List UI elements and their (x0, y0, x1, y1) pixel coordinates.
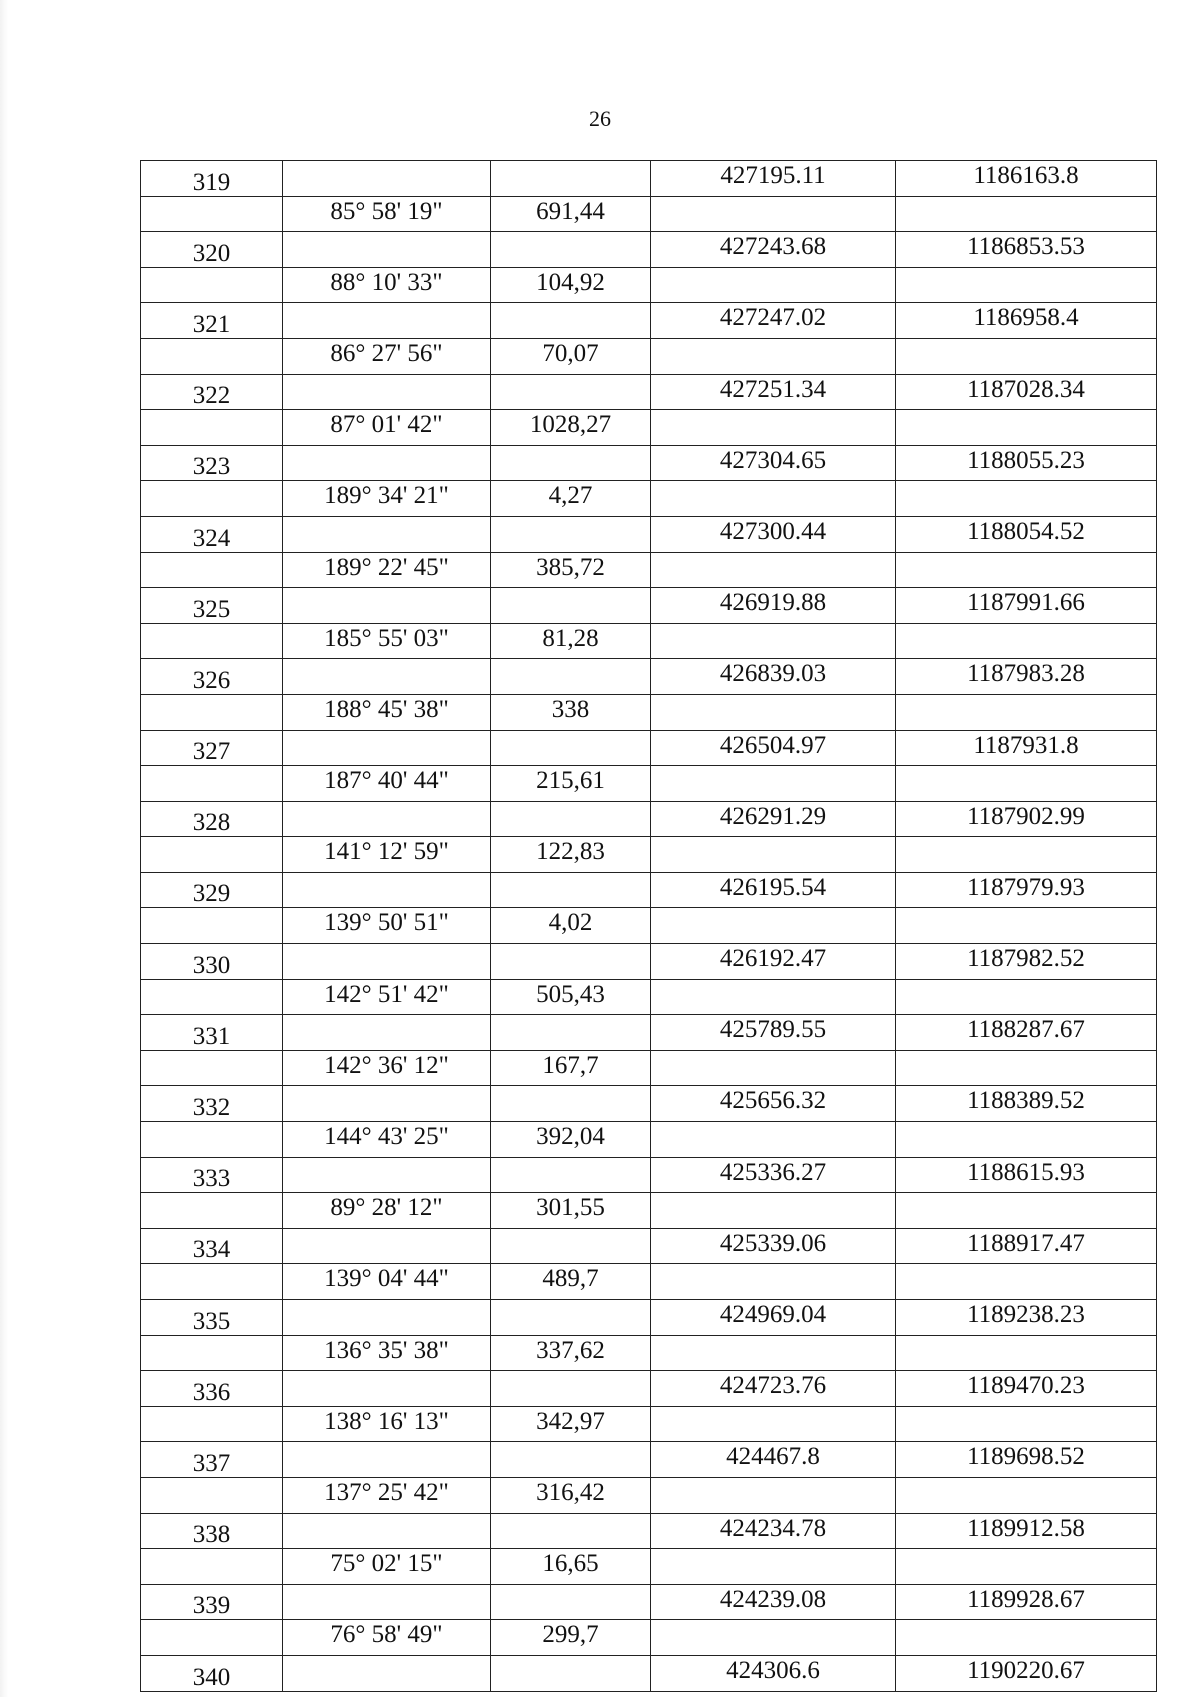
x-coordinate-cell: 427304.65 (651, 445, 896, 481)
y-coordinate-cell (896, 410, 1157, 446)
distance-cell: 1028,27 (491, 410, 651, 446)
distance-cell: 299,7 (491, 1620, 651, 1656)
x-coordinate-cell: 425339.06 (651, 1228, 896, 1264)
distance-cell (491, 1584, 651, 1620)
distance-cell (491, 1300, 651, 1336)
y-coordinate-cell: 1188054.52 (896, 516, 1157, 552)
distance-cell (491, 1228, 651, 1264)
direction-angle-cell: 136° 35' 38" (283, 1335, 491, 1371)
y-coordinate-cell: 1189912.58 (896, 1513, 1157, 1549)
segment-row (141, 1406, 1157, 1442)
segment-row (141, 694, 1157, 730)
point-row (141, 232, 1157, 268)
distance-cell: 4,02 (491, 908, 651, 944)
point-number-cell: 328 (141, 801, 283, 837)
point-number-cell: 327 (141, 730, 283, 766)
x-coordinate-cell: 426195.54 (651, 872, 896, 908)
distance-cell (491, 232, 651, 268)
distance-cell: 385,72 (491, 552, 651, 588)
direction-angle-cell: 185° 55' 03" (283, 623, 491, 659)
point-row (141, 1086, 1157, 1122)
segment-row (141, 1477, 1157, 1513)
direction-angle-cell (283, 1086, 491, 1122)
distance-cell (491, 730, 651, 766)
y-coordinate-cell (896, 1549, 1157, 1585)
y-coordinate-cell (896, 837, 1157, 873)
point-number-cell (141, 1264, 283, 1300)
y-coordinate-cell: 1189698.52 (896, 1442, 1157, 1478)
y-coordinate-cell (896, 1335, 1157, 1371)
point-number-cell (141, 1335, 283, 1371)
distance-cell (491, 1157, 651, 1193)
y-coordinate-cell: 1188287.67 (896, 1015, 1157, 1051)
direction-angle-cell (283, 374, 491, 410)
point-number-cell (141, 410, 283, 446)
point-number-cell: 322 (141, 374, 283, 410)
distance-cell (491, 1442, 651, 1478)
coordinates-table-body (141, 161, 1157, 1692)
point-row (141, 801, 1157, 837)
distance-cell (491, 1513, 651, 1549)
y-coordinate-cell: 1186958.4 (896, 303, 1157, 339)
x-coordinate-cell (651, 623, 896, 659)
point-number-cell (141, 837, 283, 873)
direction-angle-cell (283, 659, 491, 695)
y-coordinate-cell: 1186853.53 (896, 232, 1157, 268)
y-coordinate-cell: 1188055.23 (896, 445, 1157, 481)
direction-angle-cell (283, 944, 491, 980)
point-row (141, 944, 1157, 980)
direction-angle-cell: 142° 51' 42" (283, 979, 491, 1015)
segment-row (141, 1122, 1157, 1158)
distance-cell: 16,65 (491, 1549, 651, 1585)
direction-angle-cell: 189° 22' 45" (283, 552, 491, 588)
x-coordinate-cell (651, 1193, 896, 1229)
direction-angle-cell: 188° 45' 38" (283, 694, 491, 730)
point-number-cell (141, 1620, 283, 1656)
y-coordinate-cell: 1188615.93 (896, 1157, 1157, 1193)
x-coordinate-cell: 424239.08 (651, 1584, 896, 1620)
direction-angle-cell (283, 1513, 491, 1549)
point-number-cell: 336 (141, 1371, 283, 1407)
direction-angle-cell: 142° 36' 12" (283, 1050, 491, 1086)
segment-row (141, 1549, 1157, 1585)
point-number-cell: 321 (141, 303, 283, 339)
point-number-cell: 334 (141, 1228, 283, 1264)
x-coordinate-cell (651, 1050, 896, 1086)
segment-row (141, 979, 1157, 1015)
x-coordinate-cell (651, 1620, 896, 1656)
distance-cell (491, 1371, 651, 1407)
y-coordinate-cell (896, 552, 1157, 588)
x-coordinate-cell: 426504.97 (651, 730, 896, 766)
y-coordinate-cell (896, 338, 1157, 374)
distance-cell: 342,97 (491, 1406, 651, 1442)
y-coordinate-cell (896, 1050, 1157, 1086)
distance-cell: 70,07 (491, 338, 651, 374)
segment-row (141, 908, 1157, 944)
y-coordinate-cell: 1189470.23 (896, 1371, 1157, 1407)
y-coordinate-cell: 1187991.66 (896, 588, 1157, 624)
x-coordinate-cell (651, 1122, 896, 1158)
point-row (141, 516, 1157, 552)
distance-cell: 489,7 (491, 1264, 651, 1300)
x-coordinate-cell: 427300.44 (651, 516, 896, 552)
y-coordinate-cell: 1188389.52 (896, 1086, 1157, 1122)
point-number-cell: 339 (141, 1584, 283, 1620)
distance-cell (491, 303, 651, 339)
point-row (141, 1371, 1157, 1407)
direction-angle-cell: 75° 02' 15" (283, 1549, 491, 1585)
y-coordinate-cell: 1187983.28 (896, 659, 1157, 695)
point-number-cell: 338 (141, 1513, 283, 1549)
direction-angle-cell: 187° 40' 44" (283, 766, 491, 802)
x-coordinate-cell (651, 1406, 896, 1442)
y-coordinate-cell (896, 1122, 1157, 1158)
direction-angle-cell: 76° 58' 49" (283, 1620, 491, 1656)
point-row (141, 303, 1157, 339)
direction-angle-cell (283, 588, 491, 624)
distance-cell (491, 516, 651, 552)
direction-angle-cell (283, 1655, 491, 1691)
direction-angle-cell (283, 161, 491, 197)
y-coordinate-cell: 1187028.34 (896, 374, 1157, 410)
point-number-cell (141, 1050, 283, 1086)
point-number-cell: 319 (141, 161, 283, 197)
direction-angle-cell: 139° 04' 44" (283, 1264, 491, 1300)
point-number-cell: 323 (141, 445, 283, 481)
point-number-cell (141, 1406, 283, 1442)
point-number-cell (141, 908, 283, 944)
point-number-cell: 333 (141, 1157, 283, 1193)
point-number-cell (141, 979, 283, 1015)
x-coordinate-cell: 426839.03 (651, 659, 896, 695)
direction-angle-cell (283, 872, 491, 908)
coordinates-table (140, 160, 1157, 1692)
point-number-cell: 335 (141, 1300, 283, 1336)
segment-row (141, 766, 1157, 802)
distance-cell (491, 374, 651, 410)
x-coordinate-cell (651, 1549, 896, 1585)
distance-cell (491, 1655, 651, 1691)
distance-cell: 691,44 (491, 196, 651, 232)
distance-cell: 215,61 (491, 766, 651, 802)
direction-angle-cell (283, 1442, 491, 1478)
point-number-cell (141, 552, 283, 588)
y-coordinate-cell: 1189928.67 (896, 1584, 1157, 1620)
x-coordinate-cell: 424234.78 (651, 1513, 896, 1549)
point-row (141, 588, 1157, 624)
point-row (141, 730, 1157, 766)
distance-cell: 167,7 (491, 1050, 651, 1086)
x-coordinate-cell: 427195.11 (651, 161, 896, 197)
distance-cell: 316,42 (491, 1477, 651, 1513)
distance-cell (491, 801, 651, 837)
x-coordinate-cell: 427243.68 (651, 232, 896, 268)
x-coordinate-cell: 427247.02 (651, 303, 896, 339)
point-number-cell (141, 481, 283, 517)
distance-cell (491, 1015, 651, 1051)
distance-cell (491, 872, 651, 908)
point-number-cell (141, 766, 283, 802)
y-coordinate-cell (896, 481, 1157, 517)
y-coordinate-cell (896, 1193, 1157, 1229)
distance-cell (491, 161, 651, 197)
y-coordinate-cell (896, 694, 1157, 730)
y-coordinate-cell: 1187979.93 (896, 872, 1157, 908)
x-coordinate-cell: 425336.27 (651, 1157, 896, 1193)
direction-angle-cell: 85° 58' 19" (283, 196, 491, 232)
x-coordinate-cell (651, 267, 896, 303)
segment-row (141, 1193, 1157, 1229)
x-coordinate-cell: 426919.88 (651, 588, 896, 624)
segment-row (141, 338, 1157, 374)
x-coordinate-cell: 426291.29 (651, 801, 896, 837)
point-number-cell: 324 (141, 516, 283, 552)
point-number-cell (141, 694, 283, 730)
distance-cell: 505,43 (491, 979, 651, 1015)
point-number-cell (141, 1193, 283, 1229)
x-coordinate-cell (651, 481, 896, 517)
x-coordinate-cell (651, 1264, 896, 1300)
x-coordinate-cell (651, 908, 896, 944)
segment-row (141, 196, 1157, 232)
point-number-cell (141, 196, 283, 232)
point-row (141, 1228, 1157, 1264)
point-row (141, 872, 1157, 908)
x-coordinate-cell (651, 837, 896, 873)
x-coordinate-cell (651, 552, 896, 588)
point-row (141, 445, 1157, 481)
distance-cell: 81,28 (491, 623, 651, 659)
distance-cell (491, 1086, 651, 1122)
x-coordinate-cell (651, 338, 896, 374)
segment-row (141, 267, 1157, 303)
y-coordinate-cell: 1186163.8 (896, 161, 1157, 197)
point-number-cell (141, 1477, 283, 1513)
point-row (141, 374, 1157, 410)
segment-row (141, 552, 1157, 588)
distance-cell: 4,27 (491, 481, 651, 517)
point-number-cell: 331 (141, 1015, 283, 1051)
coordinates-table-container (140, 160, 1156, 1692)
y-coordinate-cell (896, 766, 1157, 802)
y-coordinate-cell (896, 1406, 1157, 1442)
x-coordinate-cell (651, 766, 896, 802)
segment-row (141, 1050, 1157, 1086)
distance-cell: 122,83 (491, 837, 651, 873)
point-row (141, 1513, 1157, 1549)
x-coordinate-cell: 426192.47 (651, 944, 896, 980)
point-number-cell (141, 338, 283, 374)
point-number-cell (141, 1122, 283, 1158)
direction-angle-cell (283, 1015, 491, 1051)
point-row (141, 1584, 1157, 1620)
x-coordinate-cell (651, 694, 896, 730)
segment-row (141, 623, 1157, 659)
direction-angle-cell: 86° 27' 56" (283, 338, 491, 374)
point-number-cell: 330 (141, 944, 283, 980)
x-coordinate-cell: 424969.04 (651, 1300, 896, 1336)
point-number-cell: 337 (141, 1442, 283, 1478)
point-number-cell (141, 267, 283, 303)
y-coordinate-cell (896, 979, 1157, 1015)
x-coordinate-cell (651, 1335, 896, 1371)
direction-angle-cell (283, 1300, 491, 1336)
point-row (141, 1655, 1157, 1691)
distance-cell (491, 944, 651, 980)
x-coordinate-cell: 427251.34 (651, 374, 896, 410)
direction-angle-cell (283, 801, 491, 837)
point-row (141, 659, 1157, 695)
point-row (141, 1015, 1157, 1051)
direction-angle-cell (283, 303, 491, 339)
distance-cell (491, 659, 651, 695)
distance-cell: 338 (491, 694, 651, 730)
x-coordinate-cell (651, 410, 896, 446)
y-coordinate-cell (896, 267, 1157, 303)
point-number-cell: 332 (141, 1086, 283, 1122)
y-coordinate-cell: 1188917.47 (896, 1228, 1157, 1264)
direction-angle-cell: 189° 34' 21" (283, 481, 491, 517)
point-row (141, 1300, 1157, 1336)
x-coordinate-cell (651, 1477, 896, 1513)
direction-angle-cell: 89° 28' 12" (283, 1193, 491, 1229)
direction-angle-cell (283, 516, 491, 552)
y-coordinate-cell (896, 196, 1157, 232)
x-coordinate-cell (651, 979, 896, 1015)
point-number-cell: 320 (141, 232, 283, 268)
segment-row (141, 410, 1157, 446)
direction-angle-cell: 88° 10' 33" (283, 267, 491, 303)
direction-angle-cell (283, 1371, 491, 1407)
distance-cell: 104,92 (491, 267, 651, 303)
x-coordinate-cell: 425656.32 (651, 1086, 896, 1122)
y-coordinate-cell (896, 1477, 1157, 1513)
y-coordinate-cell (896, 1620, 1157, 1656)
y-coordinate-cell: 1187982.52 (896, 944, 1157, 980)
point-row (141, 161, 1157, 197)
direction-angle-cell (283, 1228, 491, 1264)
y-coordinate-cell: 1187902.99 (896, 801, 1157, 837)
segment-row (141, 481, 1157, 517)
direction-angle-cell: 141° 12' 59" (283, 837, 491, 873)
segment-row (141, 1335, 1157, 1371)
direction-angle-cell (283, 730, 491, 766)
point-number-cell: 340 (141, 1655, 283, 1691)
segment-row (141, 837, 1157, 873)
direction-angle-cell (283, 1584, 491, 1620)
direction-angle-cell: 144° 43' 25" (283, 1122, 491, 1158)
y-coordinate-cell (896, 623, 1157, 659)
distance-cell: 301,55 (491, 1193, 651, 1229)
direction-angle-cell (283, 232, 491, 268)
point-number-cell: 329 (141, 872, 283, 908)
scan-edge-shadow (0, 0, 8, 1697)
distance-cell (491, 445, 651, 481)
direction-angle-cell: 138° 16' 13" (283, 1406, 491, 1442)
x-coordinate-cell: 424306.6 (651, 1655, 896, 1691)
direction-angle-cell: 139° 50' 51" (283, 908, 491, 944)
distance-cell (491, 588, 651, 624)
segment-row (141, 1264, 1157, 1300)
point-number-cell: 326 (141, 659, 283, 695)
x-coordinate-cell: 424467.8 (651, 1442, 896, 1478)
direction-angle-cell (283, 445, 491, 481)
distance-cell: 337,62 (491, 1335, 651, 1371)
segment-row (141, 1620, 1157, 1656)
point-number-cell: 325 (141, 588, 283, 624)
distance-cell: 392,04 (491, 1122, 651, 1158)
point-number-cell (141, 1549, 283, 1585)
y-coordinate-cell: 1187931.8 (896, 730, 1157, 766)
direction-angle-cell: 87° 01' 42" (283, 410, 491, 446)
y-coordinate-cell (896, 1264, 1157, 1300)
y-coordinate-cell (896, 908, 1157, 944)
y-coordinate-cell: 1189238.23 (896, 1300, 1157, 1336)
x-coordinate-cell: 424723.76 (651, 1371, 896, 1407)
point-number-cell (141, 623, 283, 659)
y-coordinate-cell: 1190220.67 (896, 1655, 1157, 1691)
direction-angle-cell (283, 1157, 491, 1193)
point-row (141, 1442, 1157, 1478)
page-number: 26 (589, 106, 611, 131)
x-coordinate-cell (651, 196, 896, 232)
x-coordinate-cell: 425789.55 (651, 1015, 896, 1051)
point-row (141, 1157, 1157, 1193)
direction-angle-cell: 137° 25' 42" (283, 1477, 491, 1513)
